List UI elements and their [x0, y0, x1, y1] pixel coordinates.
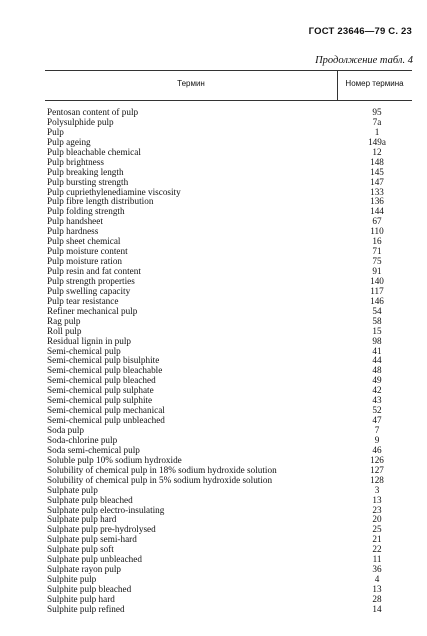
term-number-cell: 9: [374, 434, 380, 445]
term-cell: Semi-chemical pulp mechanical: [47, 405, 165, 416]
table-row: [47, 395, 412, 405]
term-cell: Soda pulp: [47, 425, 85, 435]
table-row: [47, 365, 412, 375]
term-cell: Sulphate pulp hard: [47, 514, 117, 525]
term-number-cell: 126: [370, 454, 384, 465]
term-cell: Soda-chlorine pulp: [47, 434, 118, 445]
table-row: [47, 306, 412, 316]
term-cell: Semi-chemical pulp: [47, 345, 121, 356]
term-number-cell: 25: [372, 524, 382, 535]
table-continuation-label: Продолжение табл. 4: [315, 55, 413, 66]
table-row: [47, 127, 412, 137]
term-number-cell: 13: [372, 494, 382, 505]
table-row: [47, 495, 412, 505]
column-header-number: Номер термина: [345, 79, 404, 88]
table-row: [47, 187, 412, 197]
term-number-cell: 136: [370, 196, 384, 207]
term-number-cell: 21: [372, 534, 382, 545]
term-cell: Sulphate pulp semi-hard: [47, 534, 137, 545]
term-number-cell: 20: [372, 514, 382, 525]
term-number-cell: 41: [372, 345, 382, 356]
term-cell: Pulp tear resistance: [47, 295, 119, 306]
term-cell: Pulp cupriethylenediamine viscosity: [47, 186, 181, 197]
term-number-cell: 7: [374, 425, 380, 435]
term-number-cell: 28: [372, 593, 382, 604]
table-row: [47, 564, 412, 574]
term-number-cell: 75: [372, 256, 382, 267]
term-cell: Pulp swelling capacity: [47, 285, 131, 296]
term-cell: Solubility of chemical pulp in 5% sodium hydroxide solution: [47, 474, 273, 485]
term-number-cell: 67: [372, 216, 382, 227]
table-row: [47, 375, 412, 385]
term-number-cell: 11: [372, 554, 382, 565]
term-cell: Sulphite pulp refined: [47, 603, 125, 614]
term-cell: Sulphate pulp electro-insulating: [47, 504, 165, 515]
term-number-cell: 46: [372, 444, 382, 455]
term-number-cell: 42: [372, 385, 382, 396]
term-cell: Semi-chemical pulp bleachable: [47, 365, 163, 376]
table-row: [47, 316, 412, 326]
table-row: [47, 455, 412, 465]
term-cell: Pulp: [47, 126, 64, 137]
term-cell: Pulp breaking length: [47, 166, 124, 177]
table-row: [47, 206, 412, 216]
term-cell: Refiner mechanical pulp: [47, 305, 138, 316]
term-number-cell: 133: [370, 186, 384, 197]
term-cell: Semi-chemical pulp unbleached: [47, 415, 165, 426]
term-cell: Sulphate pulp bleached: [47, 494, 133, 505]
term-number-cell: 128: [370, 474, 384, 485]
table-row: [47, 216, 412, 226]
table-row: [47, 385, 412, 395]
term-number-cell: 12: [372, 146, 382, 157]
table-row: [47, 246, 412, 256]
term-cell: Pulp bleachable chemical: [47, 146, 141, 157]
table-row: [47, 405, 412, 415]
table-row: [47, 157, 412, 167]
term-cell: Pulp fibre length distribution: [47, 196, 154, 207]
page-header: ГОСТ 23646—79 С. 23: [308, 26, 412, 37]
term-number-cell: 54: [372, 305, 382, 316]
term-number-cell: 127: [370, 464, 384, 475]
term-number-cell: 140: [370, 275, 384, 286]
column-header-term: Термин: [177, 79, 205, 88]
table-row: [47, 236, 412, 246]
term-number-cell: 44: [372, 355, 382, 366]
table-row: [47, 167, 412, 177]
term-cell: Pulp strength properties: [47, 275, 135, 286]
table-row: [47, 435, 412, 445]
term-number-cell: 48: [372, 365, 382, 376]
table-row: [47, 514, 412, 524]
term-cell: Soluble pulp 10% sodium hydroxide: [47, 454, 182, 465]
table-row: [47, 326, 412, 336]
term-cell: Polysulphide pulp: [47, 116, 114, 127]
table-row: [47, 296, 412, 306]
term-cell: Pulp resin and fat content: [47, 266, 141, 276]
table-row: [47, 594, 412, 604]
term-cell: Residual lignin in pulp: [47, 335, 131, 346]
table-row: [47, 534, 412, 544]
term-cell: Sulphate rayon pulp: [47, 564, 121, 575]
table-body: [47, 107, 412, 614]
term-number-cell: 14: [372, 603, 382, 614]
term-cell: Pulp brightness: [47, 156, 104, 167]
term-number-cell: 16: [372, 236, 382, 247]
term-cell: Sulphite pulp bleached: [47, 584, 132, 594]
table-row: [47, 415, 412, 425]
table-row: [47, 266, 412, 276]
term-cell: Semi-chemical pulp bleached: [47, 375, 156, 386]
table-row: [47, 465, 412, 475]
term-number-cell: 49: [372, 375, 382, 386]
term-cell: Semi-chemical pulp sulphite: [47, 395, 153, 406]
table-row: [47, 584, 412, 594]
term-number-cell: 71: [372, 246, 382, 257]
term-number-cell: 58: [372, 315, 382, 326]
term-cell: Pulp moisture ration: [47, 256, 123, 267]
term-cell: Sulphate pulp soft: [47, 544, 114, 555]
table-row: [47, 256, 412, 266]
table-row: [47, 107, 412, 117]
term-cell: Semi-chemical pulp sulphate: [47, 385, 154, 396]
term-number-cell: 36: [372, 564, 382, 575]
term-cell: Sulphate pulp unbleached: [47, 554, 142, 565]
table-row: [47, 524, 412, 534]
table-header-rule: [45, 100, 412, 101]
table-row: [47, 196, 412, 206]
term-number-cell: 146: [370, 295, 384, 306]
term-cell: Pulp handsheet: [47, 216, 103, 227]
table-row: [47, 425, 412, 435]
term-number-cell: 4: [374, 574, 380, 585]
term-number-cell: 147: [370, 176, 384, 187]
term-number-cell: 117: [370, 285, 384, 296]
term-cell: Sulphate pulp pre-hydrolysed: [47, 524, 156, 535]
term-cell: Sulphite pulp hard: [47, 593, 115, 604]
table-top-rule: [45, 70, 412, 71]
table-row: [47, 177, 412, 187]
term-number-cell: 3: [374, 484, 380, 495]
table-row: [47, 117, 412, 127]
table-row: [47, 137, 412, 147]
table-row: [47, 544, 412, 554]
table-row: [47, 147, 412, 157]
term-number-cell: 98: [372, 335, 382, 346]
term-cell: Pulp bursting strength: [47, 176, 129, 187]
term-number-cell: 43: [372, 395, 382, 406]
table-row: [47, 286, 412, 296]
term-number-cell: 110: [370, 226, 384, 237]
term-number-cell: 13: [372, 584, 382, 594]
table-row: [47, 355, 412, 365]
term-cell: Pulp folding strength: [47, 206, 125, 217]
term-number-cell: 144: [370, 206, 384, 217]
table-row: [47, 226, 412, 236]
term-number-cell: 22: [372, 544, 382, 555]
term-number-cell: 145: [370, 166, 384, 177]
term-cell: Pulp moisture content: [47, 246, 128, 257]
term-number-cell: 95: [372, 107, 382, 117]
term-cell: Soda semi-chemical pulp: [47, 444, 140, 455]
term-number-cell: 15: [372, 325, 382, 336]
term-cell: Pulp ageing: [47, 136, 91, 147]
table-row: [47, 485, 412, 495]
term-cell: Roll pulp: [47, 325, 82, 336]
term-number-cell: 1: [374, 126, 380, 137]
term-cell: Pulp sheet chemical: [47, 236, 121, 247]
term-number-cell: 91: [372, 266, 382, 276]
term-cell: Pentosan content of pulp: [47, 107, 139, 117]
term-cell: Sulphite pulp: [47, 574, 97, 585]
table-row: [47, 336, 412, 346]
term-cell: Rag pulp: [47, 315, 81, 326]
term-cell: Sulphate pulp: [47, 484, 98, 495]
table-row: [47, 276, 412, 286]
table-row: [47, 574, 412, 584]
table-row: [47, 475, 412, 485]
table-row: [47, 554, 412, 564]
term-number-cell: 7a: [372, 116, 382, 127]
term-number-cell: 23: [372, 504, 382, 515]
table-row: [47, 445, 412, 455]
table-row: [47, 346, 412, 356]
term-cell: Pulp hardness: [47, 226, 99, 237]
term-number-cell: 148: [370, 156, 384, 167]
term-cell: Solubility of chemical pulp in 18% sodium hydroxide solution: [47, 464, 277, 475]
term-cell: Semi-chemical pulp bisulphite: [47, 355, 160, 366]
table-row: [47, 604, 412, 614]
table-row: [47, 505, 412, 515]
term-number-cell: 149a: [368, 136, 386, 147]
term-number-cell: 47: [372, 415, 382, 426]
term-number-cell: 52: [372, 405, 382, 416]
